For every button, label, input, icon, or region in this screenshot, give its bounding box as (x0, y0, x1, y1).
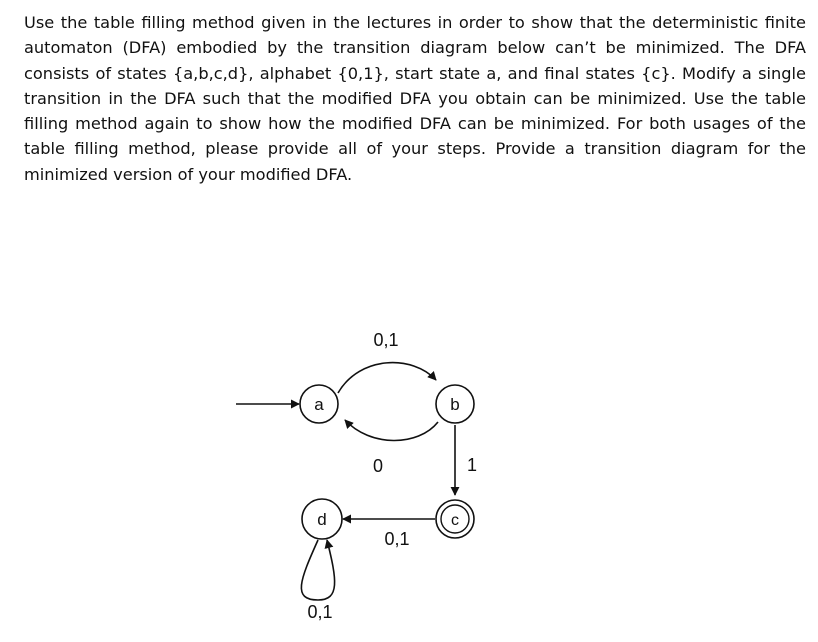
state-c (436, 500, 474, 538)
state-a-label: a (314, 395, 324, 414)
transition-b-to-a (345, 420, 438, 441)
state-b-label: b (450, 395, 460, 414)
label-b-to-a: 0 (372, 456, 384, 476)
label-d-loop: 0,1 (307, 602, 333, 622)
transition-a-to-b (338, 363, 436, 393)
label-b-to-c: 1 (467, 455, 478, 475)
state-d (302, 499, 342, 539)
state-c-label: c (451, 512, 459, 529)
label-c-to-d: 0,1 (384, 529, 410, 549)
label-a-to-b: 0,1 (373, 330, 399, 350)
state-b (436, 385, 474, 423)
question-text: Use the table filling method given in the lectures in order to show that the deterministic finite automaton (DFA) embodied by the transition diagram below can’t be minimized. The DFA consists of states {a,b,c,d}, alphabet {0,1}, start state a, and final states {c}. Modify a single transition in the DFA such that the modified DFA you obtain can be minimized. Use the table filling method again to show how the modified DFA can be minimized. For both usages of the table filling method, please provide all of your steps. Provide a transition diagram for the minimized version of your modified DFA. (24, 13, 806, 184)
transition-d-loop (301, 540, 334, 600)
state-d-label: d (317, 510, 327, 529)
state-a (300, 385, 338, 423)
